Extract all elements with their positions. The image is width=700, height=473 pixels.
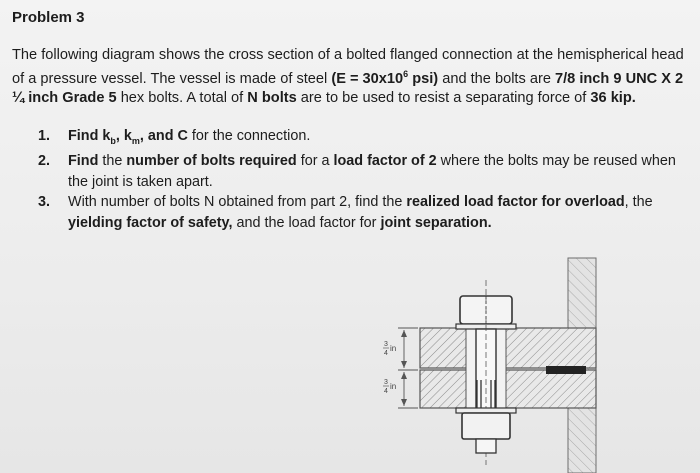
- dim-top-numerator: 3: [384, 341, 388, 348]
- task-separator: , and: [139, 128, 178, 144]
- intro-text-4: are to be used to resist a separating force of: [296, 89, 591, 106]
- task-item-3: [38, 192, 678, 233]
- task-number: 3.: [38, 194, 51, 211]
- task-emphasis: load factor of 2: [333, 153, 437, 170]
- task-list: [38, 126, 678, 233]
- bolted-flange-diagram: [350, 250, 700, 473]
- km-subscript: m: [131, 135, 140, 146]
- dimension-arrow: [401, 361, 407, 368]
- task-separator: ,: [115, 128, 124, 144]
- bolt-end: [476, 439, 496, 453]
- kb-letter: k: [102, 128, 111, 144]
- task-find: Find: [68, 128, 103, 144]
- problem-statement: [12, 46, 692, 108]
- task-emphasis: number of bolts required: [126, 153, 297, 170]
- task-item-1: [38, 126, 678, 151]
- km-letter: k: [123, 128, 132, 144]
- modulus-value: (E = 30x10: [331, 70, 404, 87]
- dimension-arrow: [401, 372, 407, 379]
- task-rest: for the connection.: [187, 128, 311, 144]
- task-text: [68, 126, 678, 151]
- task-text-part: , the: [624, 194, 653, 211]
- km-symbol: [124, 128, 140, 144]
- problem-title: Problem 3: [12, 9, 85, 26]
- task-text-part: the: [98, 153, 127, 170]
- separating-force: 36 kip.: [590, 89, 636, 106]
- modulus-unit: psi): [408, 70, 439, 87]
- task-text-part: for a: [296, 153, 334, 170]
- intro-text-3: hex bolts. A total of: [116, 89, 248, 106]
- bolt-spec: 7/8 inch 9 UNC X 2 ¼ inch Grade 5: [12, 70, 684, 106]
- dim-bottom-denominator: 4: [384, 388, 388, 395]
- elastic-modulus: [331, 71, 438, 87]
- gasket: [546, 366, 586, 374]
- bolt-count: N bolts: [247, 89, 297, 106]
- kb-subscript: b: [110, 135, 116, 146]
- task-number: 2.: [38, 153, 51, 170]
- task-text-part: With number of bolts N obtained from part 2, find the: [68, 194, 407, 211]
- task-emphasis: joint separation.: [380, 214, 492, 231]
- task-text: [68, 192, 678, 233]
- modulus-exponent: 6: [403, 69, 409, 79]
- dim-top-denominator: 4: [384, 350, 388, 357]
- task-text-part: where the bolts may be reused when the joint is taken apart.: [68, 153, 676, 190]
- dimension-arrow: [401, 330, 407, 337]
- task-text-part: and the load factor for: [232, 214, 381, 231]
- intro-text-2: and the bolts are: [438, 70, 555, 87]
- dimension-lines: [398, 328, 418, 408]
- task-find: Find: [68, 153, 99, 170]
- dim-bottom-numerator: 3: [384, 379, 388, 386]
- dimension-arrow: [401, 399, 407, 406]
- task-emphasis: realized load factor for overload: [406, 194, 625, 211]
- upper-flange: [420, 328, 596, 368]
- dim-bottom-label: in: [390, 382, 397, 391]
- task-number: 1.: [38, 128, 51, 144]
- task-item-2: [38, 151, 678, 192]
- nut: [462, 413, 510, 439]
- c-symbol: C: [177, 128, 188, 144]
- task-text: [68, 151, 678, 192]
- kb-symbol: [102, 128, 116, 144]
- intro-text-1: The following diagram shows the cross section of a bolted flanged connection at the hemispherical head of a pressure vessel. The vessel is made of steel: [12, 47, 684, 87]
- lower-flange: [420, 370, 596, 408]
- dim-top-label: in: [390, 344, 397, 353]
- task-emphasis: yielding factor of safety,: [68, 214, 233, 231]
